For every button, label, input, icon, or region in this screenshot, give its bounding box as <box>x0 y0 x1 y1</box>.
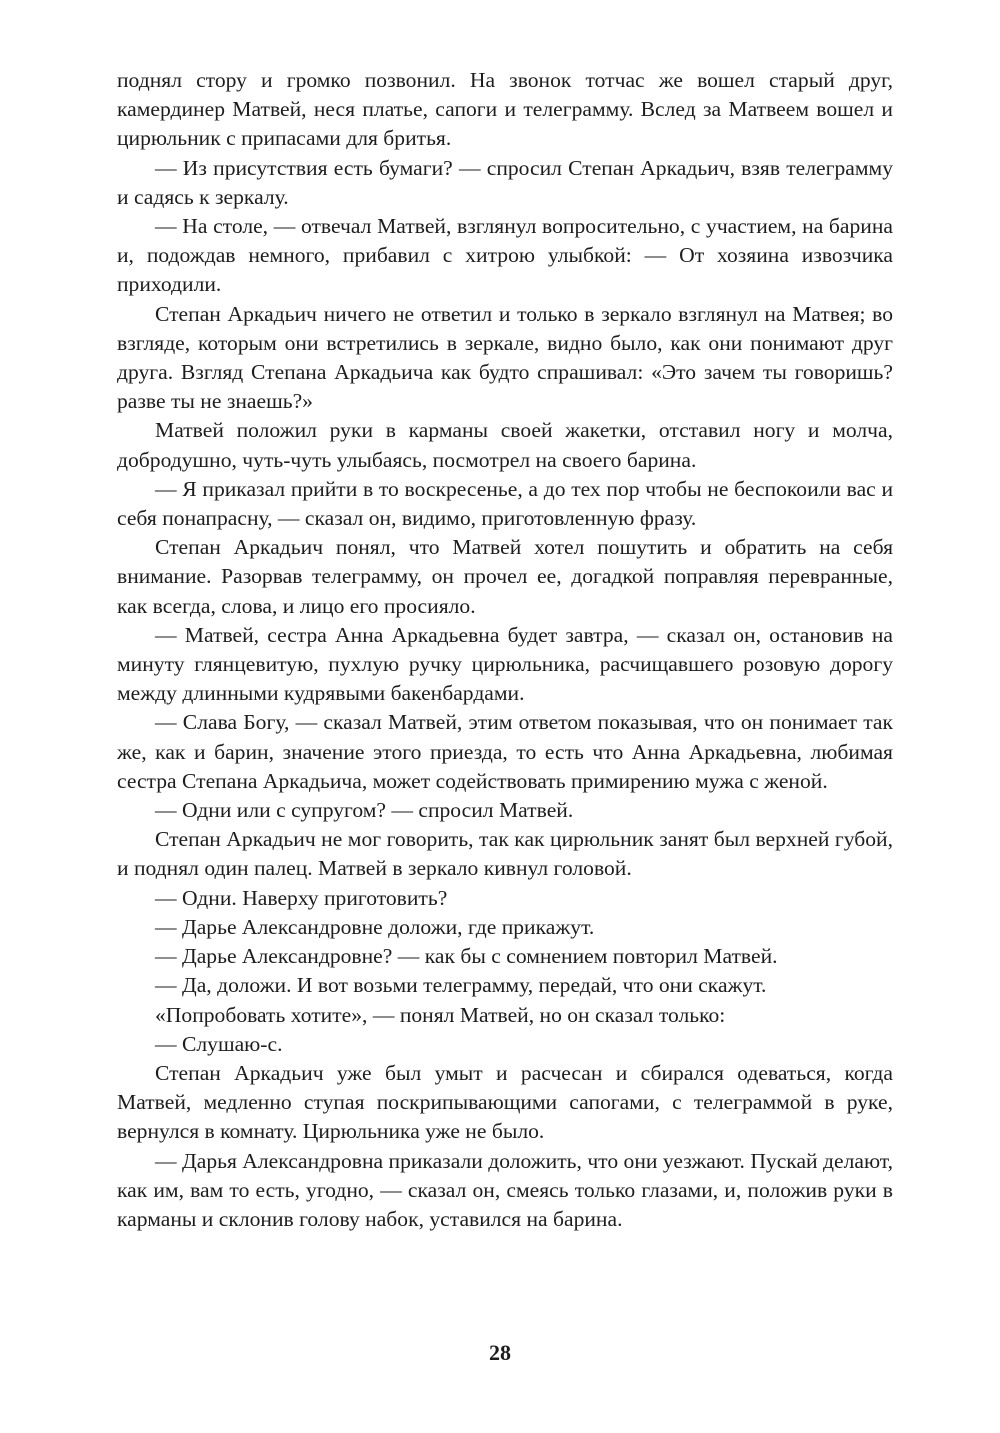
paragraph: — Да, доложи. И вот возьми телеграмму, передай, что они скажут. <box>155 973 767 998</box>
paragraph: — Из присутствия есть бумаги? — спросил Степан Аркадьич, взяв телеграмму и садясь к зеркалу. <box>117 155 893 209</box>
paragraph: «Попробовать хотите», — понял Матвей, но он сказал только: <box>155 1002 726 1027</box>
paragraph: — Я приказал прийти в то воскресенье, а до тех пор чтобы не беспокоили вас и себя понапрасну, — сказал он, видимо, приготовленную фразу. <box>117 476 893 531</box>
paragraph: поднял стору и громко позвонил. На звонок тотчас же вошел старый друг, камердинер Матвей, неся платье, сапоги и телеграмму. Вслед за Матвеем вошел и цирюльник с припасами для бритья. <box>117 68 893 151</box>
paragraph: — На столе, — отвечал Матвей, взглянул вопросительно, с участием, на барина и, подождав немного, прибавил с хитрою улыбкой: — От хозяина извозчика приходили. <box>117 214 893 297</box>
body-text <box>117 66 893 1234</box>
paragraph: Степан Аркадьич ничего не ответил и только в зеркало взглянул на Матвея; во взгляде, которым они встретились в зеркале, видно было, как они понимают друг друга. Взгляд Степана Аркадьича как будто спрашивал: «Это зачем ты говоришь? разве ты не знаешь?» <box>117 301 893 414</box>
paragraph: — Дарье Александровне? — как бы с сомнением повторил Матвей. <box>155 944 778 969</box>
paragraph: — Слава Богу, — сказал Матвей, этим ответом показывая, что он понимает так же, как и барин, значение этого приезда, то есть что Анна Аркадьевна, любимая сестра Степана Аркадьича, может содействовать примирению мужа с женой. <box>117 710 893 793</box>
paragraph: — Матвей, сестра Анна Аркадьевна будет завтра, — сказал он, остановив на минуту глянцевитую, пухлую ручку цирюльника, расчищавшего розовую дорогу между длинными кудрявыми бакенбардами. <box>117 622 893 706</box>
paragraph: Степан Аркадьич понял, что Матвей хотел пошутить и обратить на себя внимание. Разорвав телеграмму, он прочел ее, догадкой поправляя перевранные, как всегда, слова, и лицо его просияло. <box>117 535 893 618</box>
paragraph: Степан Аркадьич уже был умыт и расчесан и сбирался одеваться, когда Матвей, медленно ступая поскрипывающими сапогами, с телеграммой в руке, вернулся в комнату. Цирюльника уже не было. <box>117 1060 893 1144</box>
paragraph: — Дарья Александровна приказали доложить, что они уезжают. Пускай делают, как им, вам то есть, угодно, — сказал он, смеясь только глазами, и, положив руки в карманы и склонив голову набок, уставился на барина. <box>117 1148 893 1231</box>
paragraph: — Слушаю-с. <box>155 1031 283 1056</box>
paragraph: Степан Аркадьич не мог говорить, так как цирюльник занят был верхней губой, и поднял один палец. Матвей в зеркало кивнул головой. <box>117 827 893 881</box>
paragraph: — Одни или с супругом? — спросил Матвей. <box>155 798 574 823</box>
paragraph: — Дарье Александровне доложи, где прикажут. <box>155 914 595 939</box>
paragraph: Матвей положил руки в карманы своей жакетки, отставил ногу и молча, добродушно, чуть-чуть улыбаясь, посмотрел на своего барина. <box>117 418 893 472</box>
page-number: 28 <box>489 1340 511 1365</box>
paragraph: — Одни. Наверху приготовить? <box>155 885 448 910</box>
